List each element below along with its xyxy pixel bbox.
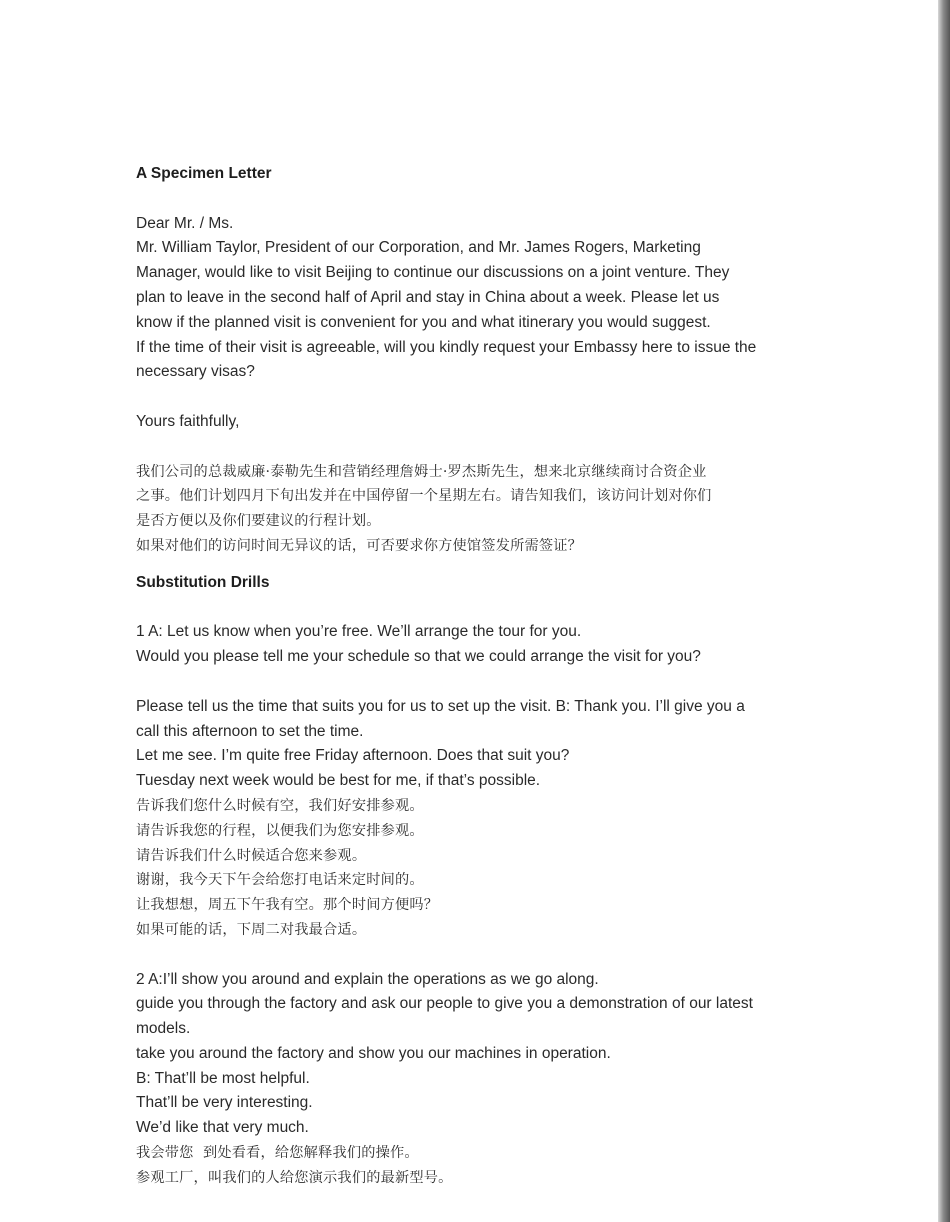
chinese-line: 告诉我们您什么时候有空，我们好安排参观。 bbox=[136, 797, 424, 814]
chinese-line: 参观工厂，叫我们的人给您演示我们的最新型号。 bbox=[136, 1169, 453, 1186]
drill-line: models. bbox=[136, 1020, 191, 1038]
letter-chinese-translation bbox=[136, 460, 816, 559]
drill-line: call this afternoon to set the time. bbox=[136, 722, 364, 740]
drill-line: Please tell us the time that suits you for us to set up the visit. B: Thank you. I’ll give you a bbox=[136, 697, 745, 715]
drill-line: Tuesday next week would be best for me, if that’s possible. bbox=[136, 772, 541, 790]
letter-body-line: necessary visas? bbox=[136, 363, 255, 381]
drill-2-chinese bbox=[136, 1141, 816, 1191]
drill-1-responses bbox=[136, 695, 816, 794]
letter-body-line: know if the planned visit is convenient for you and what itinerary you would suggest. bbox=[136, 313, 711, 331]
drill-2 bbox=[136, 968, 816, 1142]
spacer bbox=[136, 943, 816, 968]
spacer bbox=[136, 670, 816, 695]
letter-closing: Yours faithfully, bbox=[136, 412, 240, 430]
drill-line: Let me see. I’m quite free Friday afternoon. Does that suit you? bbox=[136, 747, 570, 765]
chinese-line: 是否方便以及你们要建议的行程计划。 bbox=[136, 513, 381, 530]
letter-body-line: plan to leave in the second half of April and stay in China about a week. Please let us bbox=[136, 288, 720, 306]
chinese-line: 如果对他们的访问时间无异议的话，可否要求你方使馆签发所需签证？ bbox=[136, 537, 583, 554]
specimen-letter-heading: A Specimen Letter bbox=[136, 165, 272, 182]
drill-line: 2 A:I’ll show you around and explain the operations as we go along. bbox=[136, 970, 599, 988]
spacer bbox=[136, 435, 816, 460]
substitution-drills-heading: Substitution Drills bbox=[136, 573, 270, 591]
spacer bbox=[136, 385, 816, 410]
chinese-line: 请告诉我们什么时候适合您来参观。 bbox=[136, 847, 367, 864]
chinese-line: 我们公司的总裁威廉·泰勒先生和营销经理詹姆士·罗杰斯先生，想来北京继续商讨合资企业 bbox=[136, 463, 707, 480]
drill-line: We’d like that very much. bbox=[136, 1119, 309, 1137]
chinese-line: 谢谢，我今天下午会给您打电话来定时间的。 bbox=[136, 872, 424, 889]
drill-line: take you around the factory and show you our machines in operation. bbox=[136, 1044, 611, 1062]
page-edge-shadow bbox=[938, 0, 950, 1222]
drill-line: That’ll be very interesting. bbox=[136, 1094, 313, 1112]
drill-line: 1 A: Let us know when you’re free. We’ll arrange the tour for you. bbox=[136, 623, 582, 641]
spacer bbox=[136, 596, 816, 621]
drill-1-prompt bbox=[136, 620, 816, 670]
chinese-line: 我会带您 到处看看，给您解释我们的操作。 bbox=[136, 1145, 419, 1162]
drill-line: guide you through the factory and ask our people to give you a demonstration of our latest bbox=[136, 995, 753, 1013]
spacer bbox=[136, 559, 816, 571]
chinese-line: 让我想想，周五下午我有空。那个时间方便吗？ bbox=[136, 897, 439, 914]
spacer bbox=[136, 187, 816, 212]
letter-body bbox=[136, 236, 816, 385]
chinese-line: 之事。他们计划四月下旬出发并在中国停留一个星期左右。请告知我们，该访问计划对你们 bbox=[136, 488, 712, 505]
letter-body-line: Manager, would like to visit Beijing to continue our discussions on a joint venture. They bbox=[136, 264, 730, 282]
letter-body-line: Mr. William Taylor, President of our Corporation, and Mr. James Rogers, Marketing bbox=[136, 239, 701, 257]
chinese-line: 请告诉我您的行程，以便我们为您安排参观。 bbox=[136, 822, 424, 839]
drill-line: B: That’ll be most helpful. bbox=[136, 1069, 310, 1087]
drill-1-chinese bbox=[136, 794, 816, 943]
document-content bbox=[136, 162, 816, 1191]
chinese-line: 如果可能的话，下周二对我最合适。 bbox=[136, 921, 367, 938]
drill-line: Would you please tell me your schedule so that we could arrange the visit for you? bbox=[136, 648, 701, 666]
letter-body-line: If the time of their visit is agreeable, will you kindly request your Embassy here to issue the bbox=[136, 338, 757, 356]
letter-salutation: Dear Mr. / Ms. bbox=[136, 214, 234, 232]
